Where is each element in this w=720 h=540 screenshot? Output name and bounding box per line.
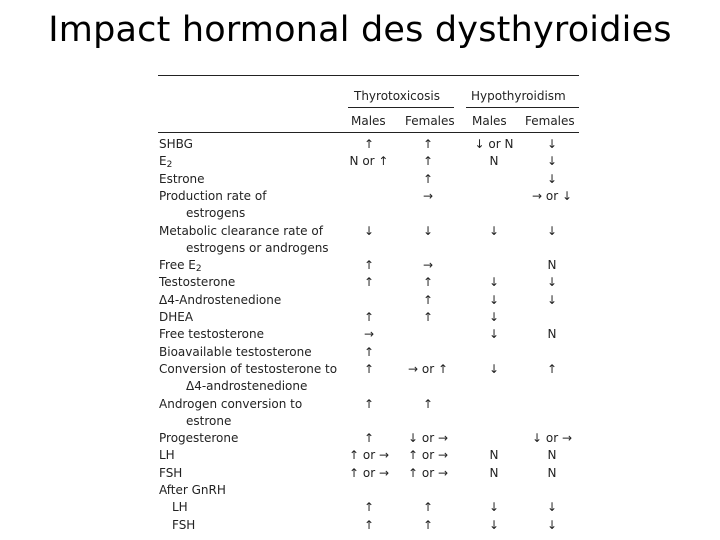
cell-hypo-females: N — [547, 448, 557, 463]
table-row — [158, 327, 579, 344]
table-row — [158, 518, 579, 535]
table-row — [158, 293, 579, 310]
cell-hypo-females: ↓ — [546, 154, 558, 169]
cell-hypo-males: ↓ — [488, 292, 500, 307]
row-label-text: Testosterone — [159, 275, 236, 290]
cell-hypo-males: N — [489, 465, 499, 480]
row-label — [159, 310, 193, 324]
group-rule-hypothyroidism — [466, 107, 579, 108]
cell-thyro-males: ↓ — [363, 223, 375, 238]
row-label-text: After GnRH — [159, 483, 226, 497]
table-header-rule — [158, 132, 579, 133]
row-label-text: Free testosterone — [159, 327, 265, 342]
cell-hypo-males: ↓ — [488, 327, 500, 342]
table-row — [158, 241, 579, 258]
table-row — [158, 258, 579, 275]
row-label-text: Estrone — [159, 171, 205, 186]
subheader-hypo-males: Males — [472, 114, 507, 128]
row-label — [172, 518, 195, 532]
row-label-text: E — [159, 154, 167, 169]
cell-thyro-females: ↑ — [422, 171, 434, 186]
cell-hypo-males: ↓ — [488, 517, 500, 532]
row-label — [159, 448, 175, 462]
row-label — [159, 345, 312, 359]
cell-hypo-females: ↓ — [546, 137, 558, 151]
table-row — [158, 379, 579, 396]
cell-thyro-males: ↑ — [363, 517, 375, 532]
table-row — [158, 154, 579, 171]
row-label — [159, 154, 172, 170]
row-label-text: Free E — [159, 258, 196, 273]
table-top-rule — [158, 75, 579, 76]
cell-thyro-females: ↓ — [422, 223, 434, 238]
cell-thyro-females: → — [422, 188, 434, 203]
table-row — [158, 189, 579, 206]
table-row — [158, 172, 579, 189]
cell-hypo-females: ↑ — [546, 361, 558, 376]
cell-hypo-females: N — [547, 258, 557, 273]
table-row — [158, 345, 579, 362]
cell-hypo-females: N — [547, 327, 557, 342]
row-label-text: LH — [172, 500, 188, 515]
row-label — [186, 379, 307, 393]
subheader-thyro-males: Males — [351, 114, 386, 128]
cell-hypo-males: ↓ — [488, 223, 500, 238]
group-header-thyrotoxicosis: Thyrotoxicosis — [354, 89, 440, 103]
cell-thyro-females: → — [422, 258, 434, 273]
table-row — [158, 397, 579, 414]
cell-hypo-males: ↓ or N — [474, 137, 514, 151]
cell-thyro-males: ↑ — [363, 275, 375, 290]
row-label — [159, 293, 281, 307]
row-label — [159, 258, 202, 274]
table-row — [158, 275, 579, 292]
cell-hypo-females: ↓ — [546, 500, 558, 515]
cell-hypo-females: ↓ — [546, 223, 558, 238]
cell-hypo-females: ↓ or → — [531, 431, 572, 446]
cell-hypo-males: N — [489, 448, 499, 463]
table-row — [158, 362, 579, 379]
cell-hypo-males: N — [489, 154, 499, 169]
slide-title: Impact hormonal des dysthyroidies — [48, 10, 672, 50]
cell-hypo-males: ↓ — [488, 275, 500, 290]
row-label-text: estrone — [186, 413, 232, 428]
row-label — [159, 137, 193, 151]
row-label-text: estrogens — [186, 206, 246, 221]
cell-thyro-males: ↑ or → — [348, 465, 389, 480]
cell-thyro-males: ↑ — [363, 500, 375, 515]
cell-hypo-females: ↓ — [546, 275, 558, 290]
row-label-text: FSH — [172, 517, 196, 532]
row-label-text: SHBG — [159, 137, 193, 151]
row-label — [172, 500, 188, 514]
row-label — [159, 466, 182, 480]
table-row — [158, 137, 579, 154]
row-label — [186, 241, 329, 255]
row-label-subscript: 2 — [166, 160, 173, 171]
row-label-text: estrogens or androgens — [186, 240, 329, 255]
subheader-thyro-females: Females — [405, 114, 455, 128]
cell-hypo-males: ↓ — [488, 310, 500, 324]
cell-thyro-males: ↑ — [363, 361, 375, 376]
cell-thyro-females: ↑ — [422, 500, 434, 515]
table-row — [158, 414, 579, 431]
row-label — [159, 327, 264, 341]
row-label — [159, 275, 235, 289]
row-label-subscript: 2 — [195, 264, 202, 275]
cell-thyro-females: ↑ — [422, 154, 434, 169]
cell-hypo-females: ↓ — [546, 292, 558, 307]
row-label — [186, 206, 245, 220]
cell-hypo-females: N — [547, 465, 557, 480]
row-label-text: Conversion of testosterone to — [159, 361, 338, 376]
table-row — [158, 310, 579, 327]
group-rule-thyrotoxicosis — [348, 107, 454, 108]
subheader-hypo-females: Females — [525, 114, 575, 128]
table-row — [158, 500, 579, 517]
row-label — [159, 431, 238, 445]
row-label — [159, 362, 337, 376]
cell-hypo-males: ↓ — [488, 500, 500, 515]
cell-thyro-females: ↑ — [422, 137, 434, 151]
row-label-text: Bioavailable testosterone — [159, 344, 312, 359]
row-label — [159, 397, 302, 411]
row-label — [186, 414, 231, 428]
cell-thyro-females: ↑ — [422, 517, 434, 532]
row-label — [159, 224, 323, 238]
table-row — [158, 431, 579, 448]
cell-thyro-males: ↑ — [363, 431, 375, 446]
row-label — [159, 189, 266, 203]
table-row — [158, 206, 579, 223]
cell-thyro-males: N or ↑ — [349, 154, 389, 169]
group-header-hypothyroidism: Hypothyroidism — [471, 89, 566, 103]
row-label — [159, 172, 205, 186]
table-row — [158, 466, 579, 483]
table-row — [158, 224, 579, 241]
row-label-text: LH — [159, 448, 175, 463]
row-label-text: Metabolic clearance rate of — [159, 223, 323, 238]
table-row — [158, 483, 579, 500]
cell-thyro-males: ↑ — [363, 258, 375, 273]
cell-thyro-males: ↑ — [363, 310, 375, 324]
cell-thyro-females: ↑ — [422, 396, 434, 411]
cell-hypo-males: ↓ — [488, 361, 500, 376]
row-label — [159, 483, 226, 497]
cell-thyro-females: → or ↑ — [407, 361, 448, 376]
row-label-text: Androgen conversion to — [159, 396, 303, 411]
cell-thyro-females: ↑ — [422, 275, 434, 290]
cell-thyro-females: ↑ — [422, 310, 434, 324]
cell-thyro-males: ↑ — [363, 344, 375, 359]
cell-thyro-females: ↑ — [422, 292, 434, 307]
cell-hypo-females: ↓ — [546, 171, 558, 186]
row-label-text: DHEA — [159, 310, 194, 324]
cell-thyro-females: ↑ or → — [407, 448, 448, 463]
cell-hypo-females: → or ↓ — [531, 188, 572, 203]
cell-thyro-females: ↑ or → — [407, 465, 448, 480]
cell-thyro-males: → — [363, 327, 375, 342]
cell-thyro-males: ↑ — [363, 396, 375, 411]
cell-thyro-males: ↑ or → — [348, 448, 389, 463]
cell-thyro-males: ↑ — [363, 137, 375, 151]
table-row — [158, 448, 579, 465]
row-label-text: Δ4-androstenedione — [186, 379, 308, 394]
row-label-text: Δ4-Androstenedione — [159, 292, 282, 307]
row-label-text: Production rate of — [159, 188, 267, 203]
cell-hypo-females: ↓ — [546, 517, 558, 532]
cell-thyro-females: ↓ or → — [407, 431, 448, 446]
row-label-text: FSH — [159, 465, 183, 480]
row-label-text: Progesterone — [159, 431, 239, 446]
